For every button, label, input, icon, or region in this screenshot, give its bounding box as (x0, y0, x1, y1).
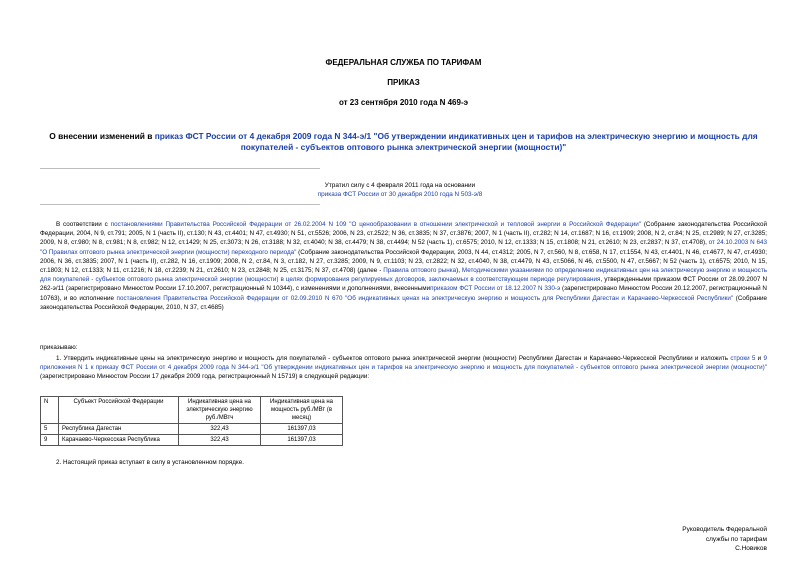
cell-subject: Карачаево-Черкесская Республика (59, 435, 179, 446)
col-header-energy: Индикативная цена на электрическую энергию руб./МВтч (179, 397, 261, 424)
p1-link-decree-109[interactable]: постановлениями Правительства Российской Федерации от 26.02.2004 N 109 "О ценообразовании в отношении электрической и тепловой энергии в Российской Федерации" (110, 221, 641, 228)
signature-position: Руководитель Федеральной (682, 526, 767, 533)
document-title (40, 131, 767, 153)
clause-2-paragraph: 2. Настоящий приказ вступает в силу в установленном порядке. (56, 459, 245, 466)
cell-energy: 322,43 (179, 435, 261, 446)
cell-power: 161397,03 (261, 435, 343, 446)
lost-force-link[interactable]: приказа ФСТ России от 30 декабря 2010 года N 503-э/8 (317, 191, 483, 198)
preamble-paragraph (40, 220, 767, 312)
p1-link-decree-670[interactable]: постановления Правительства Российской Федерации от 02.09.2010 N 670 "Об индикативных ценах на электрическую энергию и мощность для Республики Дагестан и Карачаево-Черкесской Республики" (116, 294, 734, 302)
p1-text-g: (Собрание законодательства Российской Федерации, 2010, N 37, ст.4685) (40, 294, 767, 311)
order-word: приказываю: (40, 344, 78, 351)
signature-block (682, 525, 767, 554)
table-row (41, 435, 343, 446)
p1-text-d: ), (456, 267, 462, 275)
p1-link-market-rules[interactable]: Правила оптового рынка (383, 267, 457, 275)
cell-n: 9 (41, 435, 59, 446)
p1-link-decree-643[interactable]: от 24.10.2003 N 643 "О Правилах оптового рынка электрической энергии (мощности) переходного периода" (40, 239, 767, 256)
p1-link-order-330[interactable]: приказом ФСТ России от 18.12.2007 N 330-э (430, 285, 561, 293)
col-header-n: N (41, 397, 59, 424)
divider-bottom (40, 204, 320, 205)
clause-1-paragraph (40, 354, 767, 382)
doc-type-heading: ПРИКАЗ (387, 78, 420, 87)
lost-force-note (200, 181, 600, 199)
p3-text-b: и (755, 355, 764, 362)
col-header-subject: Субъект Российской Федерации (59, 397, 179, 424)
p3-link-appendix[interactable]: 9 приложения N 1 к приказу ФСТ России от 4 декабря 2009 года N 344-э/1 "Об утверждении индикативных цен и тарифов на электрическую энергию и мощность для покупателей - субъектов оптового рынка электрической энергии (мощности)" (40, 355, 767, 372)
signature-name: С.Новиков (735, 545, 767, 552)
lost-force-text: Утратил силу с 4 февраля 2011 года на основании (324, 182, 476, 189)
p1-text-b: (Собрание законодательства Российской Федерации, 2004, N 9, ст.791; 2005, N 1 (часть II), ст.130; N 43, ст.4401; N 47, ст.4930; N 51, ст.5526; 2006, N 23, ст.2522; N 36, ст.3835; N 37, ст.3876; 2007, N 1 (часть II), ст.282; N 14, ст.1687; N 16, ст.1909; 2008, N 2, ст.84; N 25, ст.2989; N 27, ст.3285; 2009, N 8, ст.980; N 8, ст.981; N 8, ст.982; N 12, ст.1429; N 25, ст.3073; N 26, ст.3188; N 32, ст.4040; N 38, ст.4479; N 38, ст.4494; N 52 (часть 1), ст.6575; 2010, N 12, ст.1333; N 15, ст.1808; N 21, ст.2610; N 23, ст.2837; N 37, ст.4708), (40, 221, 767, 247)
cell-subject: Республика Дагестан (59, 424, 179, 435)
table-header-row (41, 397, 343, 424)
divider-top (40, 168, 320, 169)
p3-text-c: (зарегистрировано Минюстом России 17 декабря 2009 года, регистрационный N 15719) в следующей редакции: (40, 373, 370, 381)
p1-text-c: (Собрание законодательства Российской Федерации, 2003, N 44, ст.4312; 2005, N 7, ст.560, N 8, ст.658, N 17, ст.1554, N 43, ст.4401, N 46, ст.4677, N 47, ст.4930; 2006, N 36, ст.3835; 2007, N 1 (часть II), ст.282, N 16, ст.1909; 2008, N 2, ст.84, N 3, ст.182, N 27, ст.3285; 2009, N 9, ст.1103; N 23, ст.2822; N 32, ст.4040, N 38, ст.4479, N 43, ст.5066, N 46, ст.5500, N 47, ст.5667; N 52 (часть 1), ст.6575; 2010, N 15, ст.1803; N 12, ст.1333; N 11, ст.1216; N 18, ст.2239; N 21, ст.2610; N 23, ст.2848; N 25, ст.3175; N 37, ст.4708) (далее - (40, 248, 767, 275)
p1-text-e: , утвержденными приказом ФСТ России от 28.09.2007 N 262-э/11 (зарегистрировано Минюстом России 17.10.2007, регистрационный N 10344), с изменениями и дополнениями, внесенными (40, 276, 767, 293)
p1-text-f: (зарегистрировано Минюстом России 20.12.2007, регистрационный N 10763), и во исполнение (40, 285, 767, 302)
p3-link-row-5[interactable]: строки 5 (730, 355, 756, 362)
col-header-power: Индикативная цена на мощность руб./МВт (в месяц) (261, 397, 343, 424)
p1-link-method-guidelines[interactable]: Методическими указаниями по определению индикативных цен на электрическую энергию и мощность для покупателей - субъектов оптового рынка электрической энергии (мощности) в целях формирования регулируемых договоров, заключаемых в соответствующем периоде регулирования (40, 267, 767, 284)
cell-power: 161397,03 (261, 424, 343, 435)
title-link[interactable]: приказ ФСТ России от 4 декабря 2009 года N 344-э/1 "Об утверждении индикативных цен и тарифов на электрическую энергию и мощность для покупателей - субъектов оптового рынка электрической энергии (мощности)" (154, 131, 758, 152)
date-number-heading: от 23 сентября 2010 года N 469-э (338, 98, 469, 107)
p3-text-a: 1. Утвердить индикативные цены на электрическую энергию и мощность для покупателей - субъектов оптового рынка электрической энергии (мощности) Республики Дагестан и Карачаево-Черкесской Республики и изложить (56, 355, 731, 362)
prices-table (40, 396, 343, 446)
cell-energy: 322,43 (179, 424, 261, 435)
agency-heading: ФЕДЕРАЛЬНАЯ СЛУЖБА ПО ТАРИФАМ (325, 58, 482, 67)
table-row (41, 424, 343, 435)
p1-text-a: В соответствии с (56, 221, 111, 228)
signature-agency: службы по тарифам (705, 535, 767, 543)
cell-n: 5 (41, 424, 59, 435)
title-prefix: О внесении изменений в (49, 131, 155, 141)
